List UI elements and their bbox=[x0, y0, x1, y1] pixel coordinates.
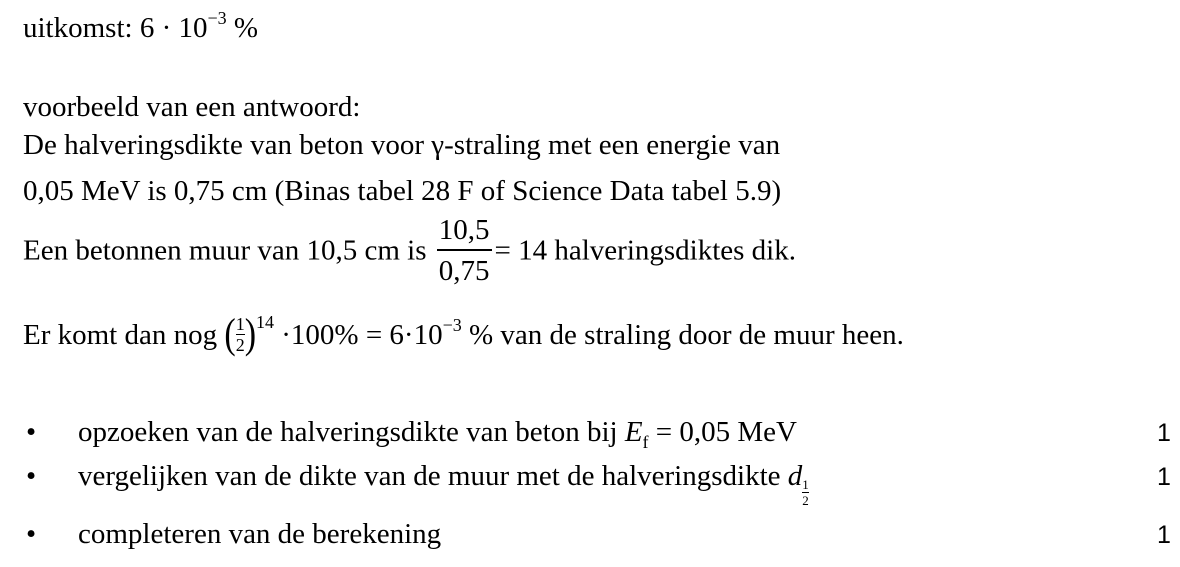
criterion-text bbox=[78, 416, 797, 452]
half-numerator: 1 bbox=[235, 314, 245, 334]
open-paren: ( bbox=[224, 310, 236, 357]
line4-prefix: Er komt dan nog bbox=[23, 319, 218, 352]
fraction-numerator: 10,5 bbox=[438, 214, 490, 246]
result-label: uitkomst: bbox=[23, 12, 133, 44]
criterion-description: opzoeken van de halveringsdikte van beton bij bbox=[78, 416, 618, 448]
half-fraction bbox=[236, 315, 245, 354]
criterion-row bbox=[0, 460, 1180, 508]
bullet-icon: • bbox=[26, 460, 37, 492]
fraction-bar bbox=[437, 249, 492, 251]
result-unit: % bbox=[233, 12, 259, 44]
line4-suffix: van de straling door de muur heen. bbox=[500, 319, 904, 352]
example-heading: voorbeeld van een antwoord: bbox=[23, 91, 361, 123]
criterion-text: completeren van de berekening bbox=[78, 518, 442, 550]
energy-subscript: f bbox=[642, 432, 649, 452]
line4-exponent: −3 bbox=[442, 315, 462, 336]
criterion-score: 1 bbox=[1157, 419, 1171, 447]
example-line-1: De halveringsdikte van beton voor γ-straling met een energie van bbox=[23, 129, 781, 161]
criterion-description: vergelijken van de dikte van de muur met de halveringsdikte bbox=[78, 460, 781, 492]
line3-equals: = 14 bbox=[494, 234, 548, 267]
result-line bbox=[23, 8, 259, 44]
result-mantissa: 6 · 10 bbox=[139, 12, 208, 44]
energy-symbol: E bbox=[624, 416, 643, 448]
subscript-denominator: 2 bbox=[802, 492, 809, 508]
bullet-icon: • bbox=[26, 416, 37, 448]
thickness-fraction bbox=[437, 216, 492, 286]
line3-suffix: halveringsdiktes dik. bbox=[554, 234, 796, 267]
criterion-score: 1 bbox=[1157, 463, 1171, 491]
close-paren: ) bbox=[244, 310, 257, 357]
line4-unit: % bbox=[469, 319, 494, 352]
fraction-denominator: 0,75 bbox=[438, 255, 490, 287]
bullet-icon: • bbox=[26, 518, 37, 550]
thickness-symbol: d bbox=[787, 460, 803, 492]
power-exponent: 14 bbox=[256, 312, 275, 333]
example-line-2: 0,05 MeV is 0,75 cm (Binas tabel 28 F of Science Data tabel 5.9) bbox=[23, 175, 782, 207]
half-denominator: 2 bbox=[235, 335, 245, 355]
criterion-text bbox=[78, 460, 809, 508]
line3-prefix: Een betonnen muur van 10,5 cm is bbox=[23, 234, 427, 267]
result-exponent: −3 bbox=[207, 8, 227, 28]
thickness-subscript-fraction bbox=[802, 478, 809, 507]
criterion-row bbox=[0, 520, 1180, 556]
criterion-row bbox=[0, 418, 1180, 454]
example-line-3 bbox=[23, 214, 796, 288]
subscript-numerator: 1 bbox=[802, 476, 809, 492]
line4-calculation: ·100% = 6·10 bbox=[281, 319, 443, 352]
example-line-4 bbox=[23, 310, 904, 357]
energy-value: = 0,05 MeV bbox=[655, 416, 797, 448]
criterion-score: 1 bbox=[1157, 521, 1171, 549]
